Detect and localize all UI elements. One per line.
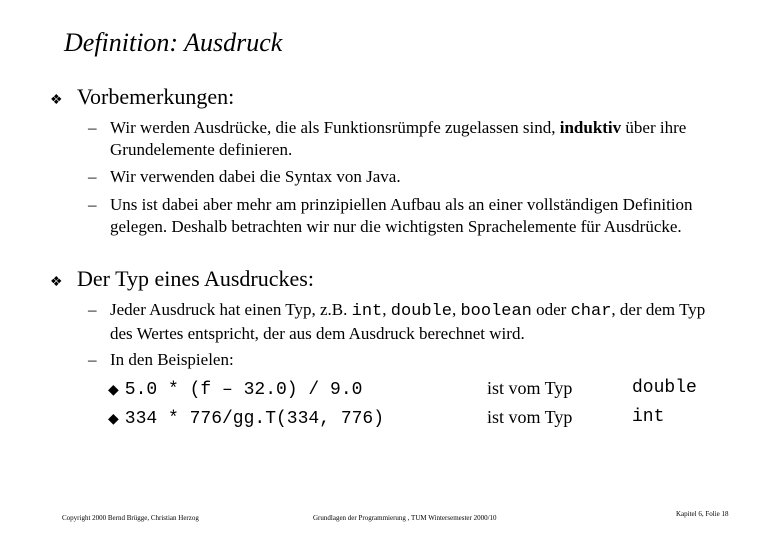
list-item xyxy=(88,349,728,371)
list-item xyxy=(88,117,728,161)
list-item xyxy=(88,194,728,238)
dash-icon: – xyxy=(88,167,97,186)
footer-slide-number: Kapitel 6, Folie 18 xyxy=(676,510,729,518)
list-item-text: Uns ist dabei aber mehr am prinzipiellen Aufbau als an einer vollständigen Definition gelegen. Deshalb betrachten wir nur die wichtigsten Sprachelemente für Ausdrücke. xyxy=(110,195,693,236)
list-item-text: Jeder Ausdruck hat einen Typ, z.B. int, double, boolean oder char, der dem Typ des Wertes entspricht, der aus dem Ausdruck berechnet wird. xyxy=(110,300,706,343)
example-code: 5.0 * (f – 32.0) / 9.0 xyxy=(124,380,363,400)
diamond-bullet-icon: ❖ xyxy=(50,275,63,290)
section-heading-label: Vorbemerkungen: xyxy=(77,84,235,109)
dash-icon: – xyxy=(88,195,97,214)
example-label: ist vom Typ xyxy=(487,378,573,398)
dash-icon: – xyxy=(88,118,97,137)
type-keyword: int xyxy=(351,302,383,321)
type-keyword: double xyxy=(390,302,452,321)
dash-icon: – xyxy=(88,300,97,319)
list-item xyxy=(88,299,728,345)
dash-icon: – xyxy=(88,350,97,369)
slide-title: Definition: Ausdruck xyxy=(64,28,283,57)
example-row xyxy=(108,377,362,402)
type-keyword: char xyxy=(570,302,612,321)
example-type: double xyxy=(632,378,697,398)
type-keyword: boolean xyxy=(460,302,532,321)
example-label: ist vom Typ xyxy=(487,407,573,427)
section-heading-vorbemerkungen xyxy=(50,84,234,110)
section-heading-typ xyxy=(50,266,314,292)
example-row xyxy=(108,406,384,431)
section-heading-label: Der Typ eines Ausdruckes: xyxy=(77,266,314,291)
diamond-small-icon: ◆ xyxy=(108,383,119,398)
list-item xyxy=(88,166,728,188)
footer-course: Grundlagen der Programmierung , TUM Wintersemester 2000/10 xyxy=(313,514,497,522)
diamond-small-icon: ◆ xyxy=(108,412,119,427)
footer-copyright: Copyright 2000 Bernd Brügge, Christian Herzog xyxy=(62,514,199,522)
list-item-text: Wir werden Ausdrücke, die als Funktionsrümpfe zugelassen sind, induktiv über ihre Grundelemente definieren. xyxy=(110,118,687,159)
diamond-bullet-icon: ❖ xyxy=(50,93,63,108)
example-type: int xyxy=(632,407,665,427)
list-item-text: In den Beispielen: xyxy=(110,350,234,369)
example-code: 334 * 776/gg.T(334, 776) xyxy=(124,409,385,429)
list-item-text: Wir verwenden dabei die Syntax von Java. xyxy=(110,167,401,186)
